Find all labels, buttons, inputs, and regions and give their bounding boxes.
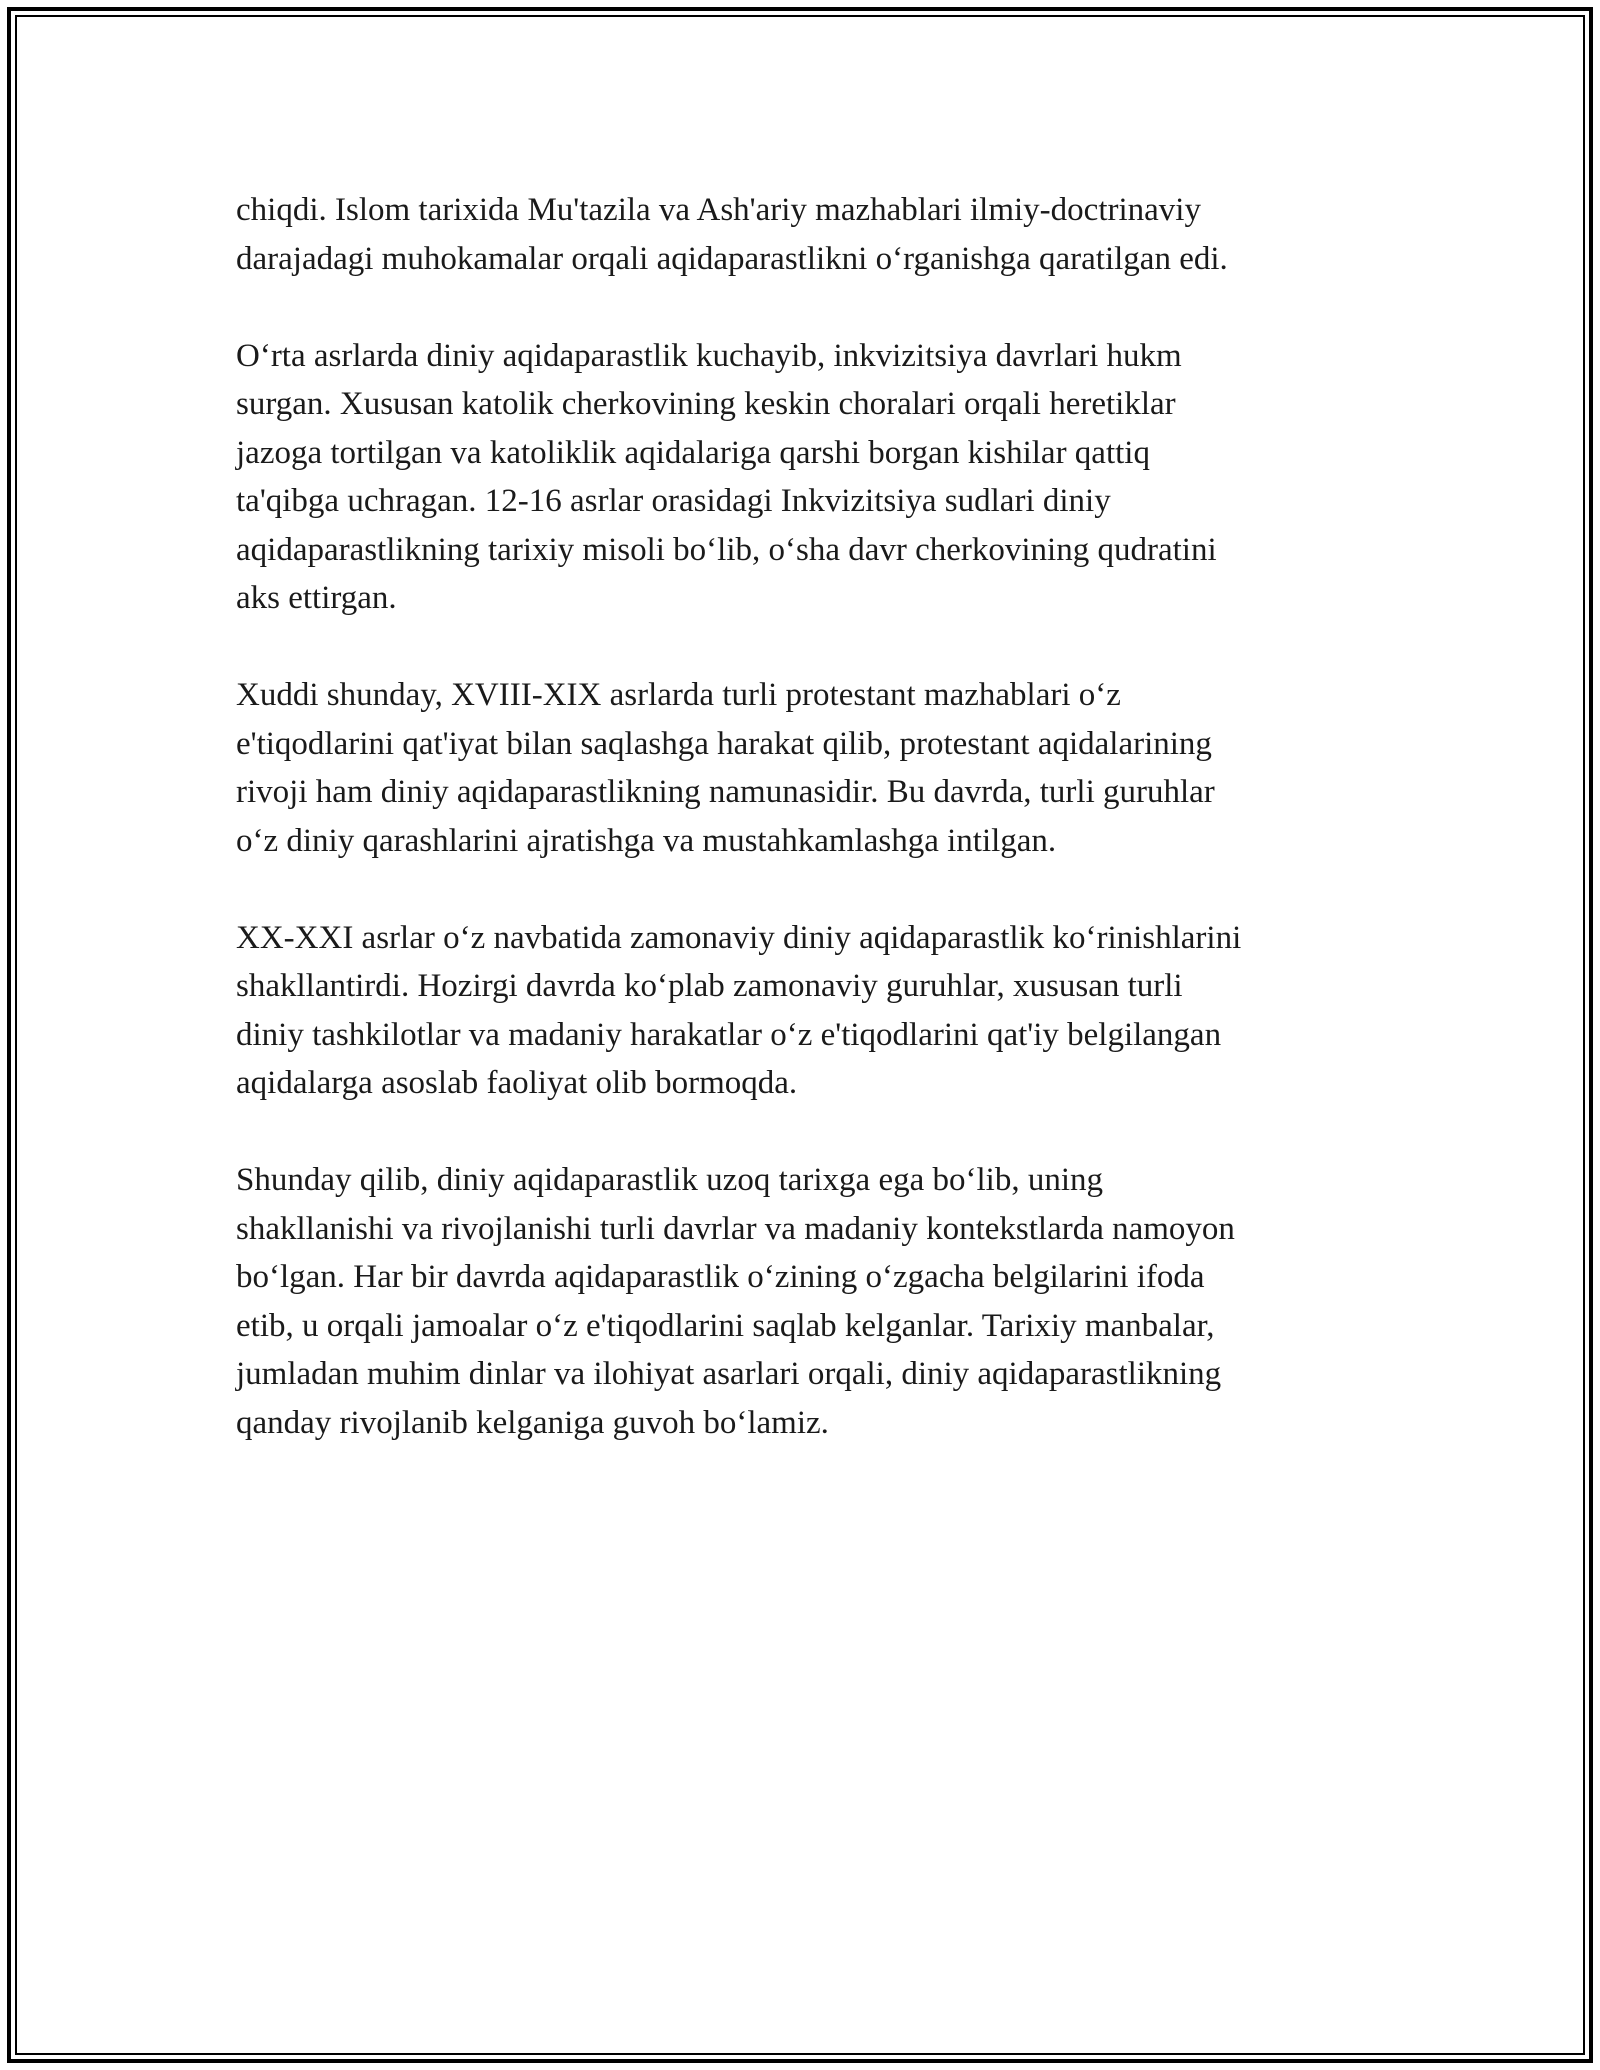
text-line: shakllantirdi. Hozirgi davrda ko‘plab zamonaviy guruhlar, xususan turli <box>236 968 1183 1004</box>
text-line: bo‘lgan. Har bir davrda aqidaparastlik o‘zining o‘zgacha belgilarini ifoda <box>236 1259 1205 1295</box>
text-line: Xuddi shunday, XVIII-XIX asrlarda turli protestant mazhablari o‘z <box>236 677 1121 713</box>
paragraph-4 <box>236 914 1376 1108</box>
text-line: O‘rta asrlarda diniy aqidaparastlik kuchayib, inkvizitsiya davrlari hukm <box>236 337 1182 374</box>
text-line: darajadagi muhokamalar orqali aqidaparastlikni o‘rganishga qaratilgan edi. <box>236 240 1228 277</box>
text-line: qanday rivojlanib kelganiga guvoh bo‘lamiz. <box>236 1404 829 1441</box>
paragraph-5 <box>236 1156 1376 1447</box>
text-line: e'tiqodlarini qat'iyat bilan saqlashga harakat qilib, protestant aqidalarining <box>236 725 1212 762</box>
text-line: jumladan muhim dinlar va ilohiyat asarlari orqali, diniy aqidaparastlikning <box>236 1356 1222 1392</box>
text-line: ta'qibga uchragan. 12-16 asrlar orasidagi Inkvizitsiya sudlari diniy <box>236 483 1111 519</box>
text-line: XX-XXI asrlar o‘z navbatida zamonaviy diniy aqidaparastlik ko‘rinishlarini <box>236 919 1242 956</box>
text-line: chiqdi. Islom tarixida Mu'tazila va Ash'ariy mazhablari ilmiy-doctrinaviy <box>236 192 1201 228</box>
text-line: aqidalarga asoslab faoliyat olib bormoqda. <box>236 1065 798 1101</box>
text-line: etib, u orqali jamoalar o‘z e'tiqodlarini saqlab kelganlar. Tarixiy manbalar, <box>236 1307 1215 1344</box>
text-line: aqidaparastlikning tarixiy misoli bo‘lib, o‘sha davr cherkovining qudratini <box>236 531 1217 568</box>
text-line: diniy tashkilotlar va madaniy harakatlar o‘z e'tiqodlarini qat'iy belgilangan <box>236 1016 1222 1053</box>
text-line: jazoga tortilgan va katoliklik aqidalariga qarshi borgan kishilar qattiq <box>236 434 1150 471</box>
paragraph-3 <box>236 671 1376 865</box>
paragraph-2 <box>236 332 1376 623</box>
text-line: o‘z diniy qarashlarini ajratishga va mustahkamlashga intilgan. <box>236 822 1057 859</box>
paragraph-1 <box>236 186 1376 283</box>
text-line: Shunday qilib, diniy aqidaparastlik uzoq tarixga ega bo‘lib, uning <box>236 1162 1103 1198</box>
text-line: surgan. Xususan katolik cherkovining keskin choralari orqali heretiklar <box>236 386 1176 422</box>
text-line: rivoji ham diniy aqidaparastlikning namunasidir. Bu davrda, turli guruhlar <box>236 774 1215 810</box>
document-body <box>236 186 1376 1496</box>
text-line: shakllanishi va rivojlanishi turli davrlar va madaniy kontekstlarda namoyon <box>236 1210 1235 1247</box>
text-line: aks ettirgan. <box>236 580 397 616</box>
